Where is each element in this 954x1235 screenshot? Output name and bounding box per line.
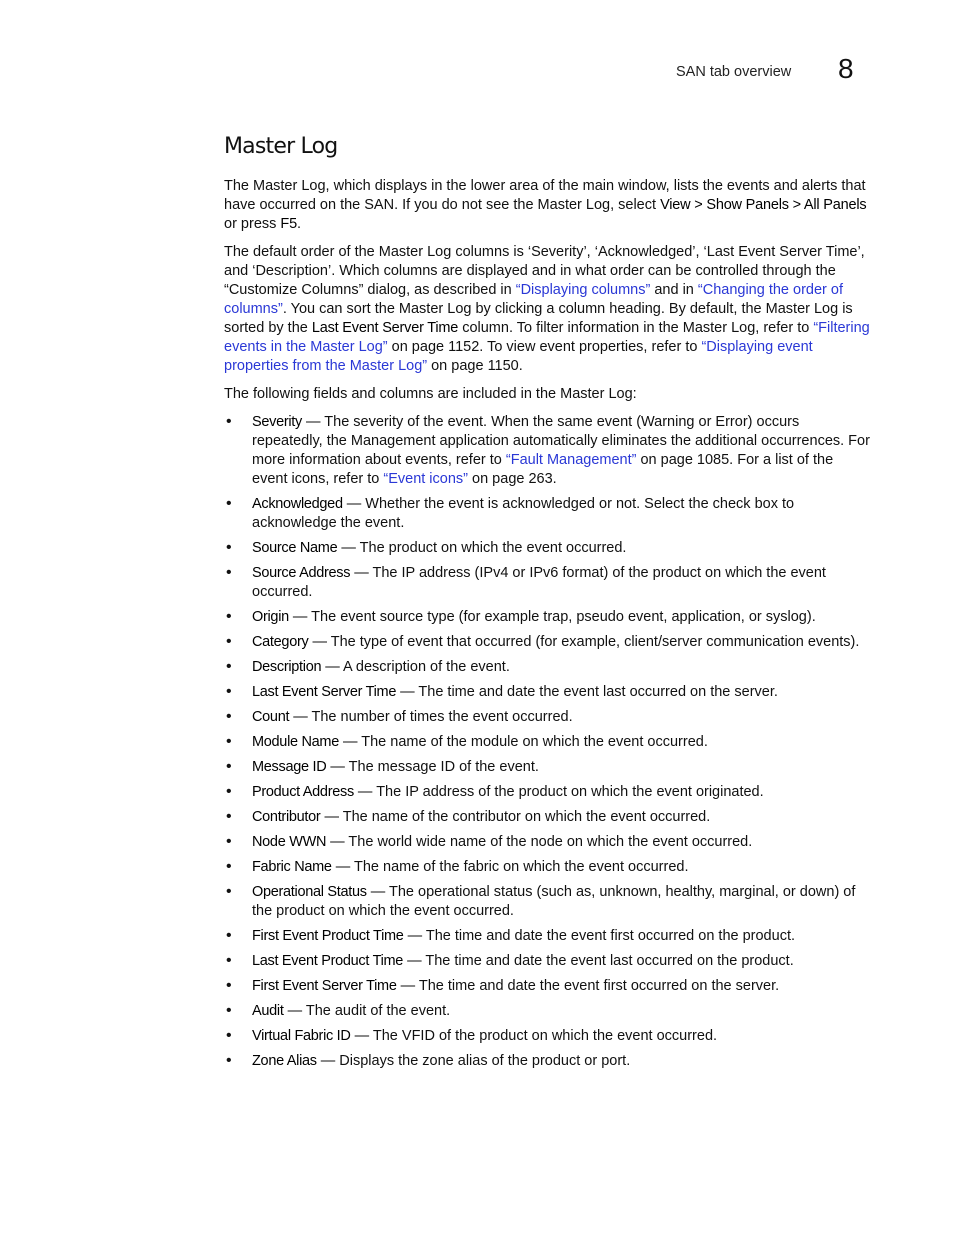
column-order-paragraph bbox=[224, 243, 872, 376]
intro-paragraph bbox=[224, 177, 872, 234]
field-term: Node WWN bbox=[252, 834, 327, 850]
field-term: Origin bbox=[252, 609, 289, 625]
page-content bbox=[224, 132, 872, 1077]
field-desc: — The name of the fabric on which the event occurred. bbox=[331, 859, 689, 875]
field-term: Last Event Product Time bbox=[252, 953, 404, 969]
field-desc: on page 1085. For a list of the event icons, refer to bbox=[252, 452, 834, 487]
link-displaying-columns[interactable]: “Displaying columns” bbox=[515, 282, 651, 298]
field-term: Module Name bbox=[252, 734, 339, 750]
field-desc: — The time and date the event first occurred on the product. bbox=[403, 928, 795, 944]
list-item bbox=[224, 858, 872, 877]
field-term: Operational Status bbox=[252, 884, 367, 900]
shortcut-key: F5 bbox=[280, 216, 297, 232]
field-term: Last Event Server Time bbox=[252, 684, 397, 700]
field-list bbox=[224, 413, 872, 1071]
field-desc: — The name of the module on which the event occurred. bbox=[338, 734, 708, 750]
field-term: Acknowledged bbox=[252, 496, 343, 512]
bullet-icon: • bbox=[226, 1027, 232, 1044]
field-term: Virtual Fabric ID bbox=[252, 1028, 351, 1044]
field-desc: — A description of the event. bbox=[321, 659, 510, 675]
bullet-icon: • bbox=[226, 564, 232, 581]
bullet-icon: • bbox=[226, 952, 232, 969]
list-item bbox=[224, 952, 872, 971]
field-desc: — The event source type (for example trap, pseudo event, application, or syslog). bbox=[288, 609, 816, 625]
order-text-5: on page 1152. To view event properties, refer to bbox=[387, 339, 702, 355]
order-text-2: and in bbox=[650, 282, 698, 298]
list-item bbox=[224, 413, 872, 489]
list-item bbox=[224, 927, 872, 946]
list-item bbox=[224, 733, 872, 752]
bullet-icon: • bbox=[226, 413, 232, 430]
list-item bbox=[224, 1002, 872, 1021]
list-item bbox=[224, 977, 872, 996]
field-term: Fabric Name bbox=[252, 859, 332, 875]
field-desc: — The audit of the event. bbox=[283, 1003, 451, 1019]
list-item bbox=[224, 683, 872, 702]
bullet-icon: • bbox=[226, 833, 232, 850]
field-term: First Event Product Time bbox=[252, 928, 404, 944]
field-term: Severity bbox=[252, 414, 302, 430]
intro-text-3: . bbox=[296, 216, 301, 232]
field-desc: — The IP address of the product on which the event originated. bbox=[353, 784, 764, 800]
field-desc: — The severity of the event. When the same event (Warning or Error) occurs repeatedly, the Management application automatically eliminates the additional occurrences. For more information about events, refer to bbox=[252, 414, 870, 468]
order-text-4: column. To filter information in the Master Log, refer to bbox=[458, 320, 814, 336]
bullet-icon: • bbox=[226, 783, 232, 800]
list-item bbox=[224, 539, 872, 558]
order-text-3: . You can sort the Master Log by clicking a column heading. By default, the Master Log is sorted by the bbox=[224, 301, 853, 336]
intro-text-2: or press bbox=[224, 216, 281, 232]
field-term: Contributor bbox=[252, 809, 321, 825]
field-desc: — The VFID of the product on which the event occurred. bbox=[350, 1028, 718, 1044]
bullet-icon: • bbox=[226, 733, 232, 750]
field-desc: — The time and date the event last occurred on the product. bbox=[403, 953, 794, 969]
list-item bbox=[224, 808, 872, 827]
field-desc: on page 263. bbox=[468, 471, 557, 487]
list-item bbox=[224, 564, 872, 602]
running-header: SAN tab overview bbox=[676, 64, 792, 80]
intro-text-1: The Master Log, which displays in the lower area of the main window, lists the events and alerts that have occurred on the SAN. If you do not see the Master Log, select bbox=[224, 178, 866, 213]
bullet-icon: • bbox=[226, 708, 232, 725]
field-term: Source Name bbox=[252, 540, 338, 556]
field-term: Zone Alias bbox=[252, 1053, 317, 1069]
link-changing-column-order[interactable]: “Changing the order of columns” bbox=[224, 282, 843, 317]
bullet-icon: • bbox=[226, 539, 232, 556]
field-desc: — The time and date the event last occurred on the server. bbox=[396, 684, 778, 700]
link-filtering-events[interactable]: “Filtering events in the Master Log” bbox=[224, 320, 870, 355]
field-term: Description bbox=[252, 659, 322, 675]
field-desc: — The product on which the event occurred. bbox=[337, 540, 627, 556]
field-term: Category bbox=[252, 634, 309, 650]
list-item bbox=[224, 1027, 872, 1046]
bullet-icon: • bbox=[226, 927, 232, 944]
bullet-icon: • bbox=[226, 1052, 232, 1069]
bullet-icon: • bbox=[226, 633, 232, 650]
bullet-icon: • bbox=[226, 758, 232, 775]
field-desc: — The time and date the event first occurred on the server. bbox=[396, 978, 780, 994]
bullet-icon: • bbox=[226, 977, 232, 994]
field-desc: — The name of the contributor on which the event occurred. bbox=[320, 809, 711, 825]
field-term: Audit bbox=[252, 1003, 284, 1019]
list-item bbox=[224, 883, 872, 921]
field-desc: — The type of event that occurred (for example, client/server communication events). bbox=[308, 634, 860, 650]
bullet-icon: • bbox=[226, 658, 232, 675]
list-item bbox=[224, 758, 872, 777]
menu-path: View > Show Panels > All Panels bbox=[660, 197, 867, 213]
field-term: Source Address bbox=[252, 565, 351, 581]
bullet-icon: • bbox=[226, 858, 232, 875]
list-item bbox=[224, 633, 872, 652]
field-desc: — Whether the event is acknowledged or not. Select the check box to acknowledge the event. bbox=[252, 496, 795, 531]
list-item bbox=[224, 608, 872, 627]
fields-intro: The following fields and columns are included in the Master Log: bbox=[224, 386, 637, 402]
bullet-icon: • bbox=[226, 608, 232, 625]
link-event-properties[interactable]: “Displaying event properties from the Master Log” bbox=[224, 339, 813, 374]
link-event-icons[interactable]: “Event icons” bbox=[383, 471, 468, 487]
bullet-icon: • bbox=[226, 683, 232, 700]
field-desc: — The number of times the event occurred. bbox=[289, 709, 573, 725]
field-term: Count bbox=[252, 709, 290, 725]
bullet-icon: • bbox=[226, 495, 232, 512]
bullet-icon: • bbox=[226, 883, 232, 900]
order-text-6: on page 1150. bbox=[427, 358, 523, 374]
list-item bbox=[224, 495, 872, 533]
list-item bbox=[224, 708, 872, 727]
link-fault-management[interactable]: “Fault Management” bbox=[505, 452, 637, 468]
chapter-number: 8 bbox=[838, 53, 854, 84]
field-desc: — Displays the zone alias of the product or port. bbox=[316, 1053, 631, 1069]
field-desc: — The message ID of the event. bbox=[326, 759, 539, 775]
field-term: First Event Server Time bbox=[252, 978, 397, 994]
list-item bbox=[224, 833, 872, 852]
order-text-1: The default order of the Master Log columns is ‘Severity’, ‘Acknowledged’, ‘Last Event Server Time’, and ‘Description’. Which columns are displayed and in what order can be controlled through the “Customize Columns” dialog, as described in bbox=[224, 244, 865, 298]
bullet-icon: • bbox=[226, 1002, 232, 1019]
field-desc: — The world wide name of the node on which the event occurred. bbox=[326, 834, 753, 850]
list-item bbox=[224, 658, 872, 677]
list-item bbox=[224, 1052, 872, 1071]
field-term: Message ID bbox=[252, 759, 327, 775]
list-item bbox=[224, 783, 872, 802]
column-name: Last Event Server Time bbox=[311, 320, 459, 336]
bullet-icon: • bbox=[226, 808, 232, 825]
field-desc: — The IP address (IPv4 or IPv6 format) of the product on which the event occurred. bbox=[252, 565, 826, 600]
field-term: Product Address bbox=[252, 784, 354, 800]
field-desc: — The operational status (such as, unknown, healthy, marginal, or down) of the product on which the event occurred. bbox=[252, 884, 856, 919]
section-title: Master Log bbox=[224, 134, 338, 159]
